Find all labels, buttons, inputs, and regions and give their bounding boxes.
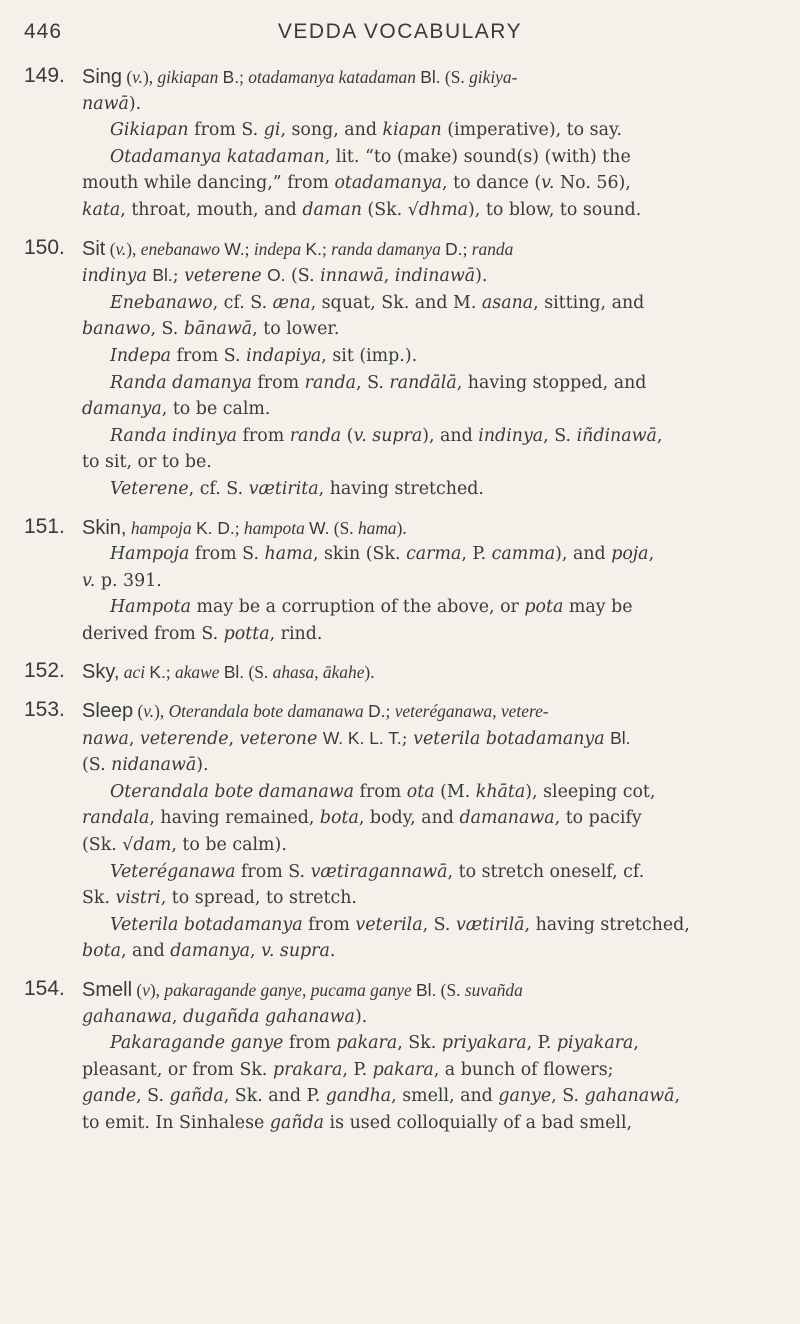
entry-number: 150. <box>24 235 65 259</box>
entry-text-line: nawā). <box>82 93 142 114</box>
entry-text-line: Hampota may be a corruption of the above, or pota may be <box>110 597 633 618</box>
vocab-entry <box>24 515 778 648</box>
entry-number: 153. <box>24 698 65 722</box>
entry-text-line: derived from S. potta, rind. <box>82 623 323 644</box>
entry-text-line: bota, and damanya, v. supra. <box>82 941 336 962</box>
entry-text-line: Veterene, cf. S. vætirita, having stretched. <box>110 478 484 499</box>
entry-headline: Smell (v), pakaragande ganye, pucama ganye Bl. (S. suvañda <box>82 979 523 1001</box>
entry-text-line: Gikiapan from S. gi, song, and kiapan (imperative), to say. <box>110 120 623 141</box>
entry-text-line: (Sk. √dam, to be calm). <box>82 835 287 856</box>
entry-text-line: damanya, to be calm. <box>82 399 271 420</box>
entry-text-line: randala, having remained, bota, body, and damanawa, to pacify <box>82 808 642 829</box>
running-title: VEDDA VOCABULARY <box>277 20 523 43</box>
entry-text-line: Indepa from S. indapiya, sit (imp.). <box>110 345 418 366</box>
entry-text-line: Veterila botadamanya from veterila, S. vætirilā, having stretched, <box>110 914 690 935</box>
entry-text-line: pleasant, or from Sk. prakara, P. pakara, a bunch of flowers; <box>82 1059 614 1080</box>
vocab-entry <box>24 698 778 965</box>
entry-text-line: (S. nidanawā). <box>82 755 209 776</box>
entry-text-line: Otadamanya katadaman, lit. “to (make) sound(s) (with) the <box>110 146 631 167</box>
vocab-entry <box>24 236 778 503</box>
entry-text-line: kata, throat, mouth, and daman (Sk. √dhma), to blow, to sound. <box>82 199 642 220</box>
entry-text-line: to sit, or to be. <box>82 452 212 473</box>
entry-text-line: v. p. 391. <box>82 570 162 591</box>
entry-text-line: Hampoja from S. hama, skin (Sk. carma, P. camma), and poja, <box>110 544 655 565</box>
entry-text-line: gahanawa, dugañda gahanawa). <box>82 1006 368 1027</box>
entry-text-line: Pakaragande ganye from pakara, Sk. priyakara, P. piyakara, <box>110 1033 639 1054</box>
page-number: 446 <box>24 20 63 43</box>
entry-text-line: gande, S. gañda, Sk. and P. gandha, smell, and ganye, S. gahanawā, <box>82 1086 681 1107</box>
vocab-entry <box>24 977 778 1137</box>
entry-number: 152. <box>24 659 65 683</box>
entry-text-line: Randa indinya from randa (v. supra), and indinya, S. iñdinawā, <box>110 425 663 446</box>
entry-headline: Sing (v.), gikiapan B.; otadamanya katadaman Bl. (S. gikiya- <box>82 66 518 88</box>
entry-headline: Sit (v.), enebanawo W.; indepa K.; randa damanya D.; randa <box>82 237 514 260</box>
entry-number: 151. <box>24 514 65 538</box>
entry-headline: Sky, aci K.; akawe Bl. (S. ahasa, ākahe). <box>82 661 375 684</box>
entry-number: 149. <box>24 64 65 87</box>
entry-text-line: nawa, veterende, veterone W. K. L. T.; veterila botadamanya Bl. <box>82 727 631 749</box>
vocab-entry <box>24 64 778 224</box>
entry-text-line: banawo, S. bānawā, to lower. <box>82 319 340 340</box>
entry-text-line: indinya Bl.; veterene O. (S. innawā, indinawā). <box>82 265 488 287</box>
entry-number: 154. <box>24 977 65 1000</box>
entry-text-line: to emit. In Sinhalese gañda is used colloquially of a bad smell, <box>82 1112 633 1133</box>
entry-text-line: mouth while dancing,” from otadamanya, to dance (v. No. 56), <box>82 173 631 194</box>
entry-text-line: Randa damanya from randa, S. randālā, having stopped, and <box>110 372 647 393</box>
vocabulary-entries <box>24 64 778 1149</box>
entry-text-line: Sk. vistri, to spread, to stretch. <box>82 888 357 909</box>
entry-headline: Sleep (v.), Oterandala bote damanawa D.; veteréganawa, vetere- <box>82 700 549 723</box>
entry-headline: Skin, hampoja K. D.; hampota W. (S. hama). <box>82 516 407 539</box>
vocab-entry <box>24 659 778 686</box>
page-header <box>24 20 776 54</box>
entry-text-line: Enebanawo, cf. S. æna, squat, Sk. and M. asana, sitting, and <box>110 292 645 313</box>
entry-text-line: Oterandala bote damanawa from ota (M. khāta), sleeping cot, <box>110 781 656 802</box>
entry-text-line: Veteréganawa from S. vætiragannawā, to stretch oneself, cf. <box>110 861 645 882</box>
